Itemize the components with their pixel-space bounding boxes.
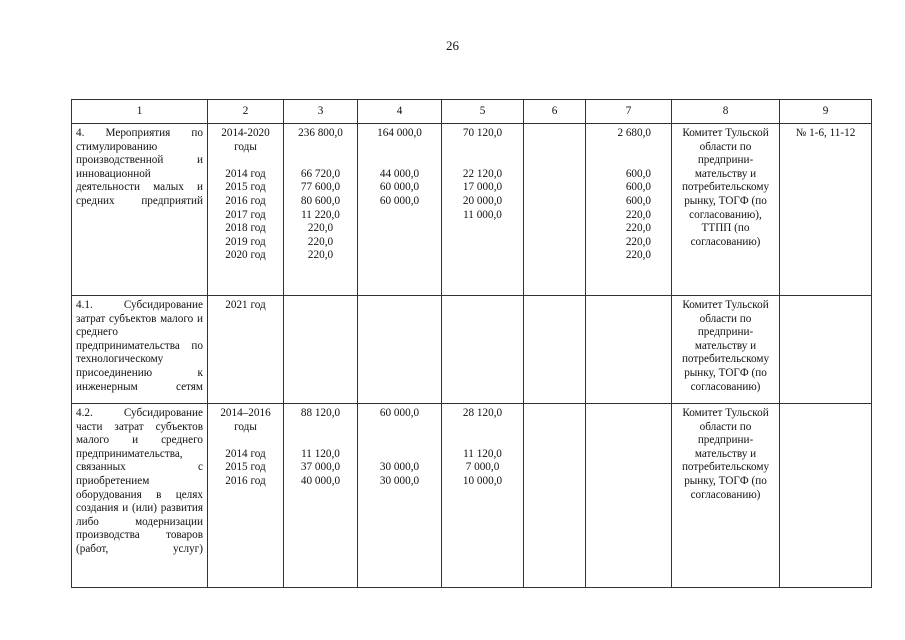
table-row <box>72 124 872 296</box>
col5-amount-cell: 28 120,0 11 120,0 7 000,0 10 000,0 <box>442 404 524 588</box>
header-col-3: 3 <box>284 100 358 124</box>
col7-amount-cell: 2 680,0 600,0 600,0 600,0 220,0 220,0 220,0 220,0 <box>586 124 672 296</box>
indicators-cell <box>780 404 872 588</box>
col6-amount-cell <box>524 124 586 296</box>
table-row <box>72 296 872 404</box>
header-col-4: 4 <box>358 100 442 124</box>
col6-amount-cell <box>524 296 586 404</box>
program-table <box>71 99 872 588</box>
col4-amount-cell: 164 000,0 44 000,0 60 000,0 60 000,0 <box>358 124 442 296</box>
page-number: 26 <box>446 38 459 53</box>
period-cell: 2014-2020 годы 2014 год 2015 год 2016 год 2017 год 2018 год 2019 год 2020 год <box>208 124 284 296</box>
col7-amount-cell <box>586 404 672 588</box>
header-col-2: 2 <box>208 100 284 124</box>
measure-description: 4. Мероприятия по стимулированию производственной и инновационной деятельности малых и средних предприятий <box>72 124 208 296</box>
col7-amount-cell <box>586 296 672 404</box>
header-col-8: 8 <box>672 100 780 124</box>
indicators-cell: № 1-6, 11-12 <box>780 124 872 296</box>
header-col-1: 1 <box>72 100 208 124</box>
table-row <box>72 404 872 588</box>
header-col-6: 6 <box>524 100 586 124</box>
col5-amount-cell <box>442 296 524 404</box>
col4-amount-cell: 60 000,0 30 000,0 30 000,0 <box>358 404 442 588</box>
executor-cell: Комитет Тульской области по предприни-мательству и потребительскому рынку, ТОГФ (по согласованию) <box>672 296 780 404</box>
measure-description: 4.1. Субсидирование затрат субъектов малого и среднего предпринимательства по технологическому присоединению к инженерным сетям <box>72 296 208 404</box>
header-col-7: 7 <box>586 100 672 124</box>
header-row <box>72 100 872 124</box>
executor-cell: Комитет Тульской области по предприни-мательству и потребительскому рынку, ТОГФ (по согласованию), ТТПП (по согласованию) <box>672 124 780 296</box>
col5-amount-cell: 70 120,0 22 120,0 17 000,0 20 000,0 11 000,0 <box>442 124 524 296</box>
period-cell: 2014–2016 годы 2014 год 2015 год 2016 год <box>208 404 284 588</box>
period-cell: 2021 год <box>208 296 284 404</box>
header-col-5: 5 <box>442 100 524 124</box>
total-amount-cell <box>284 296 358 404</box>
measure-description: 4.2. Субсидирование части затрат субъектов малого и среднего предпринимательства, связанных с приобретением оборудования в целях создания и (или) развития либо модернизации производства товаров (работ, услуг) <box>72 404 208 588</box>
total-amount-cell: 236 800,0 66 720,0 77 600,0 80 600,0 11 220,0 220,0 220,0 220,0 <box>284 124 358 296</box>
header-col-9: 9 <box>780 100 872 124</box>
indicators-cell <box>780 296 872 404</box>
col4-amount-cell <box>358 296 442 404</box>
executor-cell: Комитет Тульской области по предприни-мательству и потребительскому рынку, ТОГФ (по согласованию) <box>672 404 780 588</box>
col6-amount-cell <box>524 404 586 588</box>
total-amount-cell: 88 120,0 11 120,0 37 000,0 40 000,0 <box>284 404 358 588</box>
